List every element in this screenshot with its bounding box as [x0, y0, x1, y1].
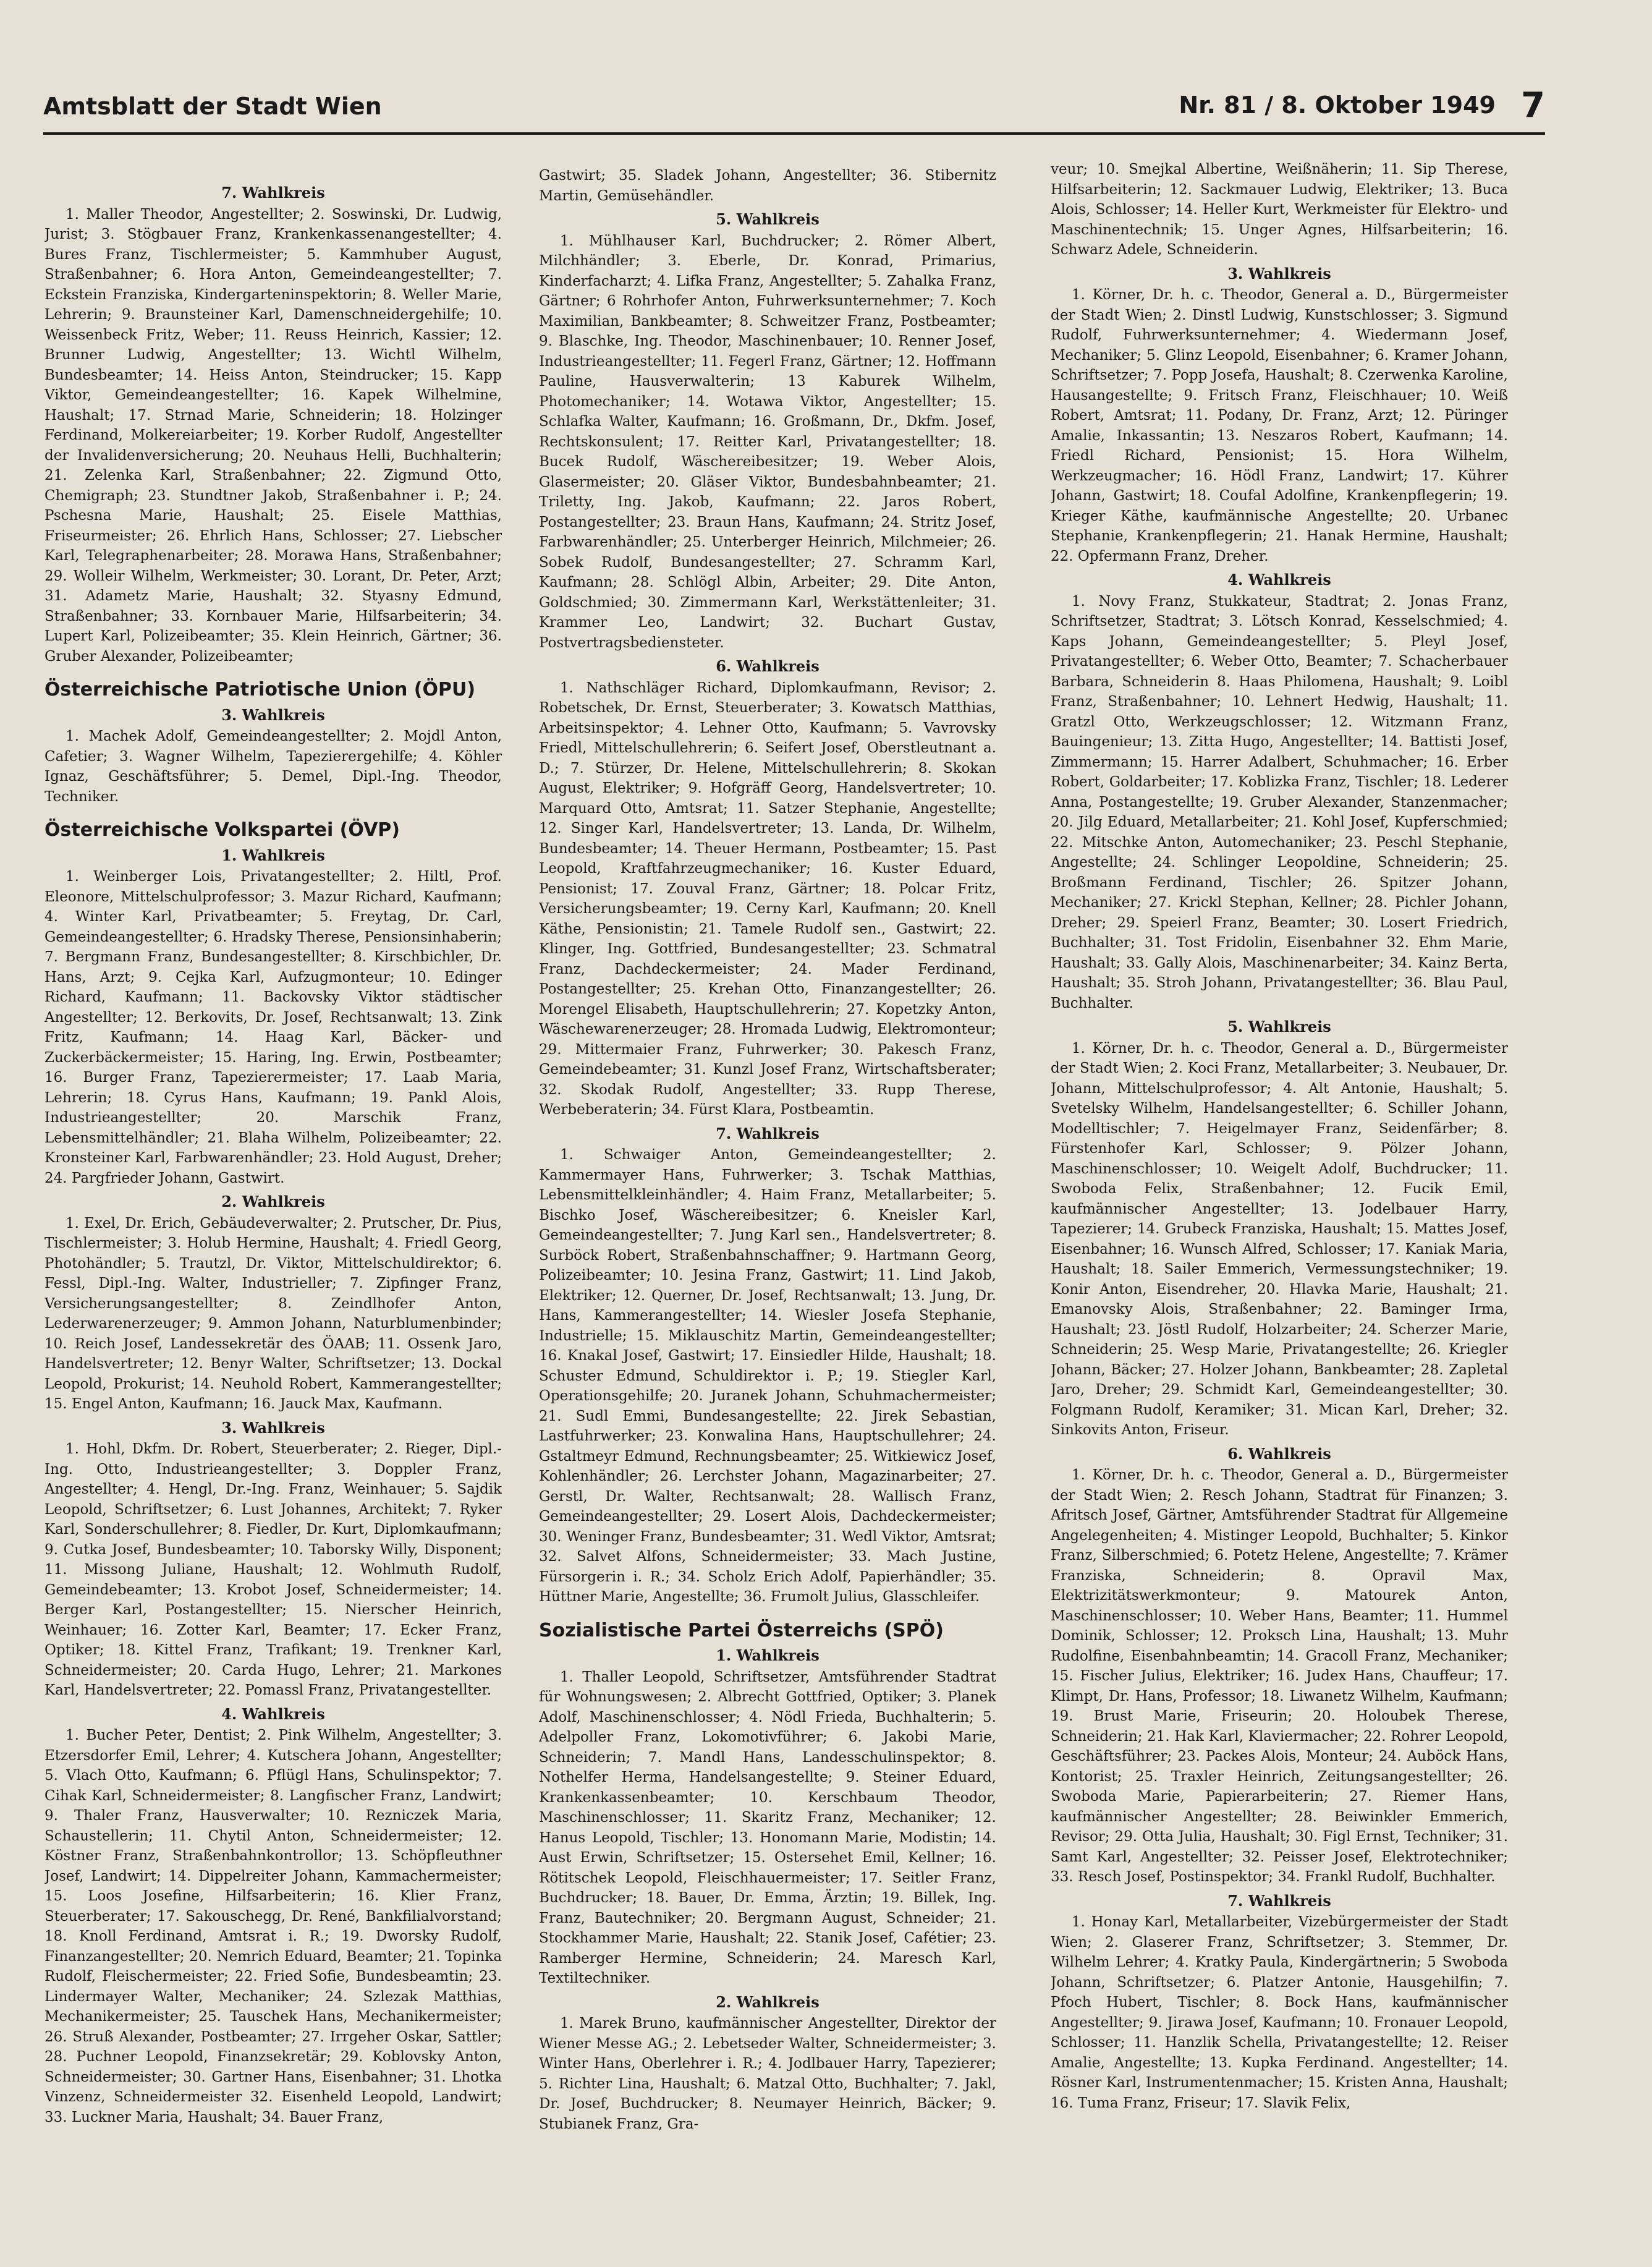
section-heading: 3. Wahlkreis: [221, 1418, 325, 1437]
candidate-list: 1. Nathschläger Richard, Diplomkaufmann, Revisor; 2. Robetschek, Dr. Ernst, Steuerberater; 3. Kowatsch Matthias, Arbeitsinspektor; 4. Lehner Otto, Kaufmann; 5. Vavrovsky Friedl, Mittelschullehrerin; 6. Seifert Josef, Oberstleutnant a. D.; 7. Stürzer, Dr. Helene, Mittelschullehrerin; 8. Skokan August, Elektriker; 9. Hofgräff Georg, Handelsvertreter; 10. Marquard Otto, Amtsrat; 11. Satzer Stephanie, Angestellte; 12. Singer Karl, Handelsvertreter; 13. Landa, Dr. Wilhelm, Bundesbeamter; 14. Theuer Hermann, Postbeamter; 15. Past Leopold, Kraftfahrzeugmechaniker; 16. Kuster Eduard, Pensionist; 17. Zouval Franz, Gärtner; 18. Polcar Fritz, Versicherungsbeamter; 19. Cerny Karl, Kaufmann; 20. Knell Käthe, Pensionistin; 21. Tamele Rudolf sen., Gastwirt; 22. Klinger, Ing. Gottfried, Bundesangestellter; 23. Schmatral Franz, Dachdeckermeister; 24. Mader Ferdinand, Postangestellter; 25. Krehan Otto, Finanzangestellter; 26. Morengel Elisabeth, Hauptschullehrerin; 27. Kopetzky Anton, Wäschewarenerzeuger; 28. Hromada Ludwig, Elektromonteur; 29. Mittermaier Franz, Fuhrwerker; 30. Pakesch Franz, Gemeindebeamter; 31. Kunzl Josef Franz, Wirtschaftsberater; 32. Skodak Rudolf, Angestellter; 33. Rupp Therese, Werbeberaterin; 34. Fürst Klara, Postbeamtin.: [539, 679, 996, 1118]
column-2: [539, 166, 996, 2231]
candidate-list: 1. Körner, Dr. h. c. Theodor, General a. D., Bürgermeister der Stadt Wien; 2. Resch Johann, Stadtrat für Finanzen; 3. Afritsch Josef, Gärtner, Amtsführender Stadtrat für Allgemeine Angelegenheiten; 4. Mistinger Leopold, Buchhalter; 5. Kinkor Franz, Silberschmied; 6. Potetz Helene, Angestellte; 7. Krämer Franziska, Schneiderin; 8. Opravil Max, Elektrizitätswerkmonteur; 9. Matourek Anton, Maschinenschlosser; 10. Weber Hans, Beamter; 11. Hummel Dominik, Schlosser; 12. Proksch Lina, Haushalt; 13. Muhr Rudolfine, Eisenbahnbeamtin; 14. Gracoll Franz, Mechaniker; 15. Fischer Julius, Elektriker; 16. Judex Hans, Chauffeur; 17. Klimpt, Dr. Hans, Professor; 18. Liwanetz Wilhelm, Kaufmann; 19. Brust Marie, Friseurin; 20. Holoubek Therese, Schneiderin; 21. Hak Karl, Klaviermacher; 22. Rohrer Leopold, Geschäftsführer; 23. Packes Alois, Monteur; 24. Auböck Hans, Kontorist; 25. Traxler Heinrich, Zeitungsangestellter; 26. Swoboda Marie, Papierarbeiterin; 27. Riemer Hans, kaufmännischer Angestellter; 28. Beiwinkler Emmerich, Revisor; 29. Otta Julia, Haushalt; 30. Figl Ernst, Techniker; 31. Samt Karl, Angestellter; 32. Peisser Josef, Elektrotechniker; 33. Resch Josef, Postinspektor; 34. Frankl Rudolf, Buchhalter.: [1051, 1467, 1508, 1885]
column-3: [1051, 159, 1508, 2224]
candidate-list: 1. Maller Theodor, Angestellter; 2. Soswinski, Dr. Ludwig, Jurist; 3. Stögbauer Franz, Krankenkassenangestellter; 4. Bures Franz, Tischlermeister; 5. Kammhuber August, Straßenbahner; 6. Hora Anton, Gemeindeangestellter; 7. Eckstein Franziska, Kindergarteninspektorin; 8. Weller Marie, Lehrerin; 9. Braunsteiner Karl, Damenschneidergehilfe; 10. Weissenbeck Fritz, Weber; 11. Reuss Heinrich, Kassier; 12. Brunner Ludwig, Angestellter; 13. Wichtl Wilhelm, Bundesbeamter; 14. Heiss Anton, Steindrucker; 15. Kapp Viktor, Gemeindeangestellter; 16. Kapek Wilhelmine, Haushalt; 17. Strnad Marie, Schneiderin; 18. Holzinger Ferdinand, Molkereiarbeiter; 19. Korber Rudolf, Angestellter der Invalidenversicherung; 20. Neuhaus Helli, Buchhalterin; 21. Zelenka Karl, Straßenbahner; 22. Zigmund Otto, Chemigraph; 23. Stundtner Jakob, Straßenbahner i. P.; 24. Pschesna Marie, Haushalt; 25. Eisele Matthias, Friseurmeister; 26. Ehrlich Hans, Schlosser; 27. Liebscher Karl, Telegraphenarbeiter; 28. Morawa Hans, Straßenbahner; 29. Wolleir Wilhelm, Werkmeister; 30. Lorant, Dr. Peter, Arzt; 31. Adametz Marie, Haushalt; 32. Styasny Edmund, Straßenbahner; 33. Kornbauer Marie, Hilfsarbeiterin; 34. Lupert Karl, Polizeibeamter; 35. Klein Heinrich, Gärtner; 36. Gruber Alexander, Polizeibeamter;: [44, 206, 502, 665]
candidate-list: 1. Mühlhauser Karl, Buchdrucker; 2. Römer Albert, Milchhändler; 3. Eberle, Dr. Konrad, Primarius, Kinderfacharzt; 4. Lifka Franz, Angestellter; 5. Zahalka Franz, Gärtner; 6 Rohrhofer Anton, Fuhrwerksunternehmer; 7. Koch Maximilian, Bankbeamter; 8. Schweitzer Franz, Postbeamter; 9. Blaschke, Ing. Theodor, Maschinenbauer; 10. Renner Josef, Industrieangestellter; 11. Fegerl Franz, Gärtner; 12. Hoffmann Pauline, Hausverwalterin; 13 Kaburek Wilhelm, Photomechaniker; 14. Wotawa Viktor, Angestellter; 15. Schlafka Walter, Kaufmann; 16. Großmann, Dr., Dkfm. Josef, Rechtskonsulent; 17. Reitter Karl, Privatangestellter; 18. Bucek Rudolf, Wäschereibesitzer; 19. Weber Alois, Glasermeister; 20. Gläser Viktor, Bundesbahnbeamter; 21. Triletty, Ing. Jakob, Kaufmann; 22. Jaros Robert, Postangestellter; 23. Braun Hans, Kaufmann; 24. Stritz Josef, Farbwarenhändler; 25. Unterberger Heinrich, Milchmeier; 26. Sobek Rudolf, Bundesangestellter; 27. Schramm Karl, Kaufmann; 28. Schlögl Albin, Arbeiter; 29. Dite Anton, Goldschmied; 30. Zimmermann Karl, Werkstättenleiter; 31. Krammer Leo, Landwirt; 32. Buchart Gustav, Postvertragsbediensteter.: [539, 232, 996, 651]
header-rule: [43, 132, 1545, 135]
candidate-list: 1. Bucher Peter, Dentist; 2. Pink Wilhelm, Angestellter; 3. Etzersdorfer Emil, Lehrer; 4. Kutschera Johann, Angestellter; 5. Vlach Otto, Kaufmann; 6. Pflügl Hans, Schulinspektor; 7. Cihak Karl, Schneidermeister; 8. Langfischer Franz, Landwirt; 9. Thaler Franz, Hausverwalter; 10. Rezniczek Maria, Schaustellerin; 11. Chytil Anton, Schneidermeister; 12. Köstner Franz, Straßenbahnkontrollor; 13. Schöpfleuthner Josef, Landwirt; 14. Dippelreiter Johann, Kammachermeister; 15. Loos Josefine, Hilfsarbeiterin; 16. Klier Franz, Steuerberater; 17. Sakouschegg, Dr. René, Bankfilialvorstand; 18. Knoll Ferdinand, Amtsrat i. R.; 19. Dworsky Rudolf, Finanzangestellter; 20. Nemrich Eduard, Beamter; 21. Topinka Rudolf, Fleischermeister; 22. Fried Sofie, Bundesbeamtin; 23. Lindermayer Walter, Mechaniker; 24. Szlezak Matthias, Mechanikermeister; 25. Tauschek Hans, Mechanikermeister; 26. Struß Alexander, Postbeamter; 27. Irrgeher Oskar, Sattler; 28. Puchner Leopold, Finanzsekretär; 29. Koblovsky Anton, Schneidermeister; 30. Gartner Hans, Eisenbahner; 31. Lhotka Vinzenz, Schneidermeister 32. Eisenheld Leopold, Landwirt; 33. Luckner Maria, Haushalt; 34. Bauer Franz,: [44, 1727, 502, 2125]
candidate-list: 1. Hohl, Dkfm. Dr. Robert, Steuerberater; 2. Rieger, Dipl.-Ing. Otto, Industrieangestellter; 3. Doppler Franz, Angestellter; 4. Hengl, Dr.-Ing. Franz, Weinhauer; 5. Sajdik Leopold, Schriftsetzer; 6. Lust Johannes, Architekt; 7. Ryker Karl, Sonderschullehrer; 8. Fiedler, Dr. Kurt, Diplomkaufmann; 9. Cutka Josef, Bundesbeamter; 10. Taborsky Willy, Disponent; 11. Missong Juliane, Haushalt; 12. Wohlmuth Rudolf, Gemeindebeamter; 13. Krobot Josef, Schneidermeister; 14. Berger Karl, Postangestellter; 15. Nierscher Heinrich, Weinhauer; 16. Zotter Karl, Beamter; 17. Ecker Franz, Optiker; 18. Kittel Franz, Trafikant; 19. Trenkner Karl, Schneidermeister; 20. Carda Hugo, Lehrer; 21. Markones Karl, Handelsvertreter; 22. Pomassl Franz, Privatangestellter.: [44, 1441, 502, 1698]
column-1: [44, 179, 502, 2244]
party-heading: Österreichische Volkspartei (ÖVP): [44, 819, 400, 841]
page-number: 7: [1521, 85, 1545, 125]
candidate-list: 1. Honay Karl, Metallarbeiter, Vizebürgermeister der Stadt Wien; 2. Glaserer Franz, Schriftsetzer; 3. Stemmer, Dr. Wilhelm Lehrer; 4. Kratky Paula, Kindergärtnerin; 5 Swoboda Johann, Schriftsetzer; 6. Platzer Antonie, Hausgehilfin; 7. Pfoch Hubert, Tischler; 8. Bock Hans, kaufmännischer Angestellter; 9. Jirawa Josef, Kaufmann; 10. Fronauer Leopold, Schlosser; 11. Hanzlik Schella, Privatangestellte; 12. Reiser Amalie, Angestellte; 13. Kupka Ferdinand. Angestellter; 14. Rösner Karl, Instrumentenmacher; 15. Kristen Anna, Haushalt; 16. Tuma Franz, Friseur; 17. Slavik Felix,: [1051, 1914, 1508, 2111]
candidate-list: 1. Exel, Dr. Erich, Gebäudeverwalter; 2. Prutscher, Dr. Pius, Tischlermeister; 3. Holub Hermine, Haushalt; 4. Friedl Georg, Photohändler; 5. Trautzl, Dr. Viktor, Mittelschuldirektor; 6. Fessl, Dipl.-Ing. Walter, Industrieller; 7. Zipfinger Franz, Versicherungsangestellter; 8. Zeindlhofer Anton, Lederwarenerzeuger; 9. Ammon Johann, Naturblumenbinder; 10. Reich Josef, Landessekretär des ÖAAB; 11. Ossenk Jaro, Handelsvertreter; 12. Benyr Walter, Schriftsetzer; 13. Dockal Leopold, Prokurist; 14. Neuhold Robert, Kammerangestellter; 15. Engel Anton, Kaufmann; 16. Jauck Max, Kaufmann.: [44, 1215, 502, 1412]
candidate-list-continued: Gastwirt; 35. Sladek Johann, Angestellter; 36. Stibernitz Martin, Gemüsehändler.: [539, 168, 996, 204]
section-heading: 7. Wahlkreis: [716, 1124, 820, 1142]
section-heading: 7. Wahlkreis: [221, 184, 325, 202]
section-heading: 2. Wahlkreis: [221, 1193, 325, 1210]
page-header: [43, 85, 1545, 130]
candidate-list: 1. Schwaiger Anton, Gemeindeangestellter; 2. Kammermayer Hans, Fuhrwerker; 3. Tschak Matthias, Lebensmittelkleinhändler; 4. Haim Franz, Metallarbeiter; 5. Bischko Josef, Wäschereibesitzer; 6. Kneisler Karl, Gemeindeangestellter; 7. Jung Karl sen., Handelsvertreter; 8. Surböck Robert, Straßenbahnschaffner; 9. Hartmann Georg, Polizeibeamter; 10. Jesina Franz, Gastwirt; 11. Lind Jakob, Elektriker; 12. Querner, Dr. Josef, Rechtsanwalt; 13. Jung, Dr. Hans, Kammerangestellter; 14. Wiesler Josefa Stephanie, Industrielle; 15. Miklauschitz Martin, Gemeindeangestellter; 16. Knakal Josef, Gastwirt; 17. Einsiedler Hilde, Haushalt; 18. Schuster Edmund, Schuldirektor i. P.; 19. Stiegler Karl, Operationsgehilfe; 20. Juranek Johann, Schuhmachermeister; 21. Sudl Emmi, Bundesangestellte; 22. Jirek Sebastian, Lastfuhrwerker; 23. Konwalina Hans, Hauptschullehrer; 24. Gstaltmeyr Edmund, Rechnungsbeamter; 25. Witkiewicz Josef, Kohlenhändler; 26. Lerchster Johann, Magazinarbeiter; 27. Gerstl, Dr. Walter, Rechtsanwalt; 28. Wallisch Franz, Gemeindeangestellter; 29. Losert Alois, Dachdeckermeister; 30. Weninger Franz, Bundesbeamter; 31. Wedl Viktor, Amtsrat; 32. Salvet Alfons, Schneidermeister; 33. Mach Justine, Fürsorgerin i. R.; 34. Scholz Erich Adolf, Papierhändler; 35. Hüttner Marie, Angestellte; 36. Frumolt Julius, Glasschleifer.: [539, 1147, 996, 1605]
section-heading: 4. Wahlkreis: [221, 1704, 325, 1723]
section-heading: 3. Wahlkreis: [1227, 264, 1331, 283]
section-heading: 6. Wahlkreis: [1227, 1444, 1331, 1463]
masthead: Amtsblatt der Stadt Wien: [43, 93, 382, 120]
section-heading: 6. Wahlkreis: [716, 657, 820, 675]
issue-date: Nr. 81 / 8. Oktober 1949: [1179, 91, 1496, 119]
party-heading: Österreichische Patriotische Union (ÖPU): [44, 679, 476, 700]
section-heading: 4. Wahlkreis: [1227, 571, 1331, 589]
section-heading: 5. Wahlkreis: [1227, 1018, 1331, 1036]
party-heading: Sozialistische Partei Österreichs (SPÖ): [539, 1619, 944, 1641]
section-heading: 1. Wahlkreis: [221, 846, 325, 864]
candidate-list: 1. Thaller Leopold, Schriftsetzer, Amtsführender Stadtrat für Wohnungswesen; 2. Albrecht Gottfried, Optiker; 3. Planek Adolf, Maschinenschlosser; 4. Nödl Frieda, Buchhalterin; 5. Adelpoller Franz, Lokomotivführer; 6. Jakobi Marie, Schneiderin; 7. Mandl Hans, Landesschulinspektor; 8. Nothelfer Herma, Handelsangestellte; 9. Steiner Eduard, Krankenkassenbeamter; 10. Kerschbaum Theodor, Maschinenschlosser; 11. Skaritz Franz, Mechaniker; 12. Hanus Leopold, Tischler; 13. Honomann Marie, Modistin; 14. Aust Erwin, Schriftsetzer; 15. Ostersehet Emil, Kellner; 16. Rötitschek Leopold, Fleischhauermeister; 17. Seitler Franz, Buchdrucker; 18. Bauer, Dr. Emma, Ärztin; 19. Billek, Ing. Franz, Bautechniker; 20. Bergmann August, Schneider; 21. Stockhammer Marie, Haushalt; 22. Stanik Josef, Cafétier; 23. Ramberger Hermine, Schneiderin; 24. Maresch Karl, Textiltechniker.: [539, 1669, 996, 1986]
section-heading: 2. Wahlkreis: [716, 1993, 820, 2011]
candidate-list: 1. Machek Adolf, Gemeindeangestellter; 2. Mojdl Anton, Cafetier; 3. Wagner Wilhelm, Tapezierergehilfe; 4. Köhler Ignaz, Geschäftsführer; 5. Demel, Dipl.-Ing. Theodor, Techniker.: [44, 728, 502, 805]
section-heading: 1. Wahlkreis: [716, 1646, 820, 1664]
candidate-list: 1. Novy Franz, Stukkateur, Stadtrat; 2. Jonas Franz, Schriftsetzer, Stadtrat; 3. Lötsch Konrad, Kesselschmied; 4. Kaps Johann, Gemeindeangestellter; 5. Pleyl Josef, Privatangestellter; 6. Weber Otto, Beamter; 7. Schacherbauer Barbara, Schneiderin 8. Haas Philomena, Haushalt; 9. Loibl Franz, Straßenbahner; 10. Lehnert Hedwig, Haushalt; 11. Gratzl Otto, Werkzeugschlosser; 12. Witzmann Franz, Bauingenieur; 13. Zitta Hugo, Angestellter; 14. Battisti Josef, Zimmermann; 15. Harrer Adalbert, Schuhmacher; 16. Erber Robert, Goldarbeiter; 17. Koblizka Franz, Tischler; 18. Lederer Anna, Postangestellte; 19. Gruber Alexander, Stanzenmacher; 20. Jilg Eduard, Metallarbeiter; 21. Kohl Josef, Kupferschmied; 22. Mitschke Anton, Automechaniker; 23. Peschl Stephanie, Angestellte; 24. Schlinger Leopoldine, Schneiderin; 25. Broßmann Ferdinand, Tischler; 26. Spitzer Johann, Mechaniker; 27. Krickl Stephan, Kellner; 28. Pichler Johann, Dreher; 29. Speierl Franz, Beamter; 30. Losert Friedrich, Buchhalter; 31. Tost Fridolin, Eisenbahner 32. Ehm Marie, Haushalt; 33. Gally Alois, Maschinenarbeiter; 34. Kainz Berta, Haushalt; 35. Stroh Johann, Privatangestellter; 36. Blau Paul, Buchhalter.: [1051, 593, 1508, 1011]
candidate-list: 1. Körner, Dr. h. c. Theodor, General a. D., Bürgermeister der Stadt Wien; 2. Koci Franz, Metallarbeiter; 3. Neubauer, Dr. Johann, Mittelschulprofessor; 4. Alt Antonie, Haushalt; 5. Svetelsky Wilhelm, Handelsangestellter; 6. Schiller Johann, Modelltischler; 7. Heigelmayer Franz, Seidenfärber; 8. Fürstenhofer Karl, Schlosser; 9. Pölzer Johann, Maschinenschlosser; 10. Weigelt Adolf, Buchdrucker; 11. Swoboda Felix, Straßenbahner; 12. Fucik Emil, kaufmännischer Angestellter; 13. Jodelbauer Harry, Tapezierer; 14. Grubeck Franziska, Haushalt; 15. Mattes Josef, Eisenbahner; 16. Wunsch Alfred, Schlosser; 17. Kaniak Maria, Haushalt; 18. Sailer Emmerich, Vermessungstechniker; 19. Konir Anton, Eisendreher, 20. Hlavka Marie, Haushalt; 21. Emanovsky Alois, Straßenbahner; 22. Baminger Irma, Haushalt; 23. Jöstl Rudolf, Holzarbeiter; 24. Scherzer Marie, Schneiderin; 25. Wesp Marie, Privatangestellte; 26. Kriegler Johann, Bäcker; 27. Holzer Johann, Bankbeamter; 28. Zapletal Jaro, Dreher; 29. Schmidt Karl, Gemeindeangestellter; 30. Folgmann Rudolf, Keramiker; 31. Mican Karl, Dreher; 32. Sinkovits Anton, Friseur.: [1051, 1040, 1508, 1438]
candidate-list: 1. Marek Bruno, kaufmännischer Angestellter, Direktor der Wiener Messe AG.; 2. Lebetseder Walter, Schneidermeister; 3. Winter Hans, Oberlehrer i. R.; 4. Jodlbauer Harry, Tapezierer; 5. Richter Lina, Haushalt; 6. Matzal Otto, Buchhalter; 7. Jakl, Dr. Josef, Buchdrucker; 8. Neumayer Heinrich, Bäcker; 9. Stubianek Franz, Gra-: [539, 2015, 996, 2132]
section-heading: 7. Wahlkreis: [1227, 1891, 1331, 1910]
candidate-list: 1. Weinberger Lois, Privatangestellter; 2. Hiltl, Prof. Eleonore, Mittelschulprofessor; 3. Mazur Richard, Kaufmann; 4. Winter Karl, Privatbeamter; 5. Freytag, Dr. Carl, Gemeindeangestellter; 6. Hradsky Therese, Pensionsinhaberin; 7. Bergmann Franz, Bundesangestellter; 8. Kirschbichler, Dr. Hans, Arzt; 9. Cejka Karl, Aufzugmonteur; 10. Edinger Richard, Kaufmann; 11. Backovsky Viktor städtischer Angestellter; 12. Berkovits, Dr. Josef, Rechtsanwalt; 13. Zink Fritz, Kaufmann; 14. Haag Karl, Bäcker- und Zuckerbäckermeister; 15. Haring, Ing. Erwin, Postbeamter; 16. Burger Franz, Tapezierermeister; 17. Laab Maria, Lehrerin; 18. Cyrus Hans, Kaufmann; 19. Pankl Alois, Industrieangestellter; 20. Marschik Franz, Lebensmittelhändler; 21. Blaha Wilhelm, Polizeibeamter; 22. Kronsteiner Karl, Farbwarenhändler; 23. Hold August, Dreher; 24. Pargfrieder Johann, Gastwirt.: [44, 869, 502, 1186]
section-heading: 5. Wahlkreis: [716, 210, 820, 228]
section-heading: 3. Wahlkreis: [221, 705, 325, 724]
candidate-list: 1. Körner, Dr. h. c. Theodor, General a. D., Bürgermeister der Stadt Wien; 2. Dinstl Ludwig, Kunstschlosser; 3. Sigmund Rudolf, Fuhrwerksunternehmer; 4. Wiedermann Josef, Mechaniker; 5. Glinz Leopold, Eisenbahner; 6. Kramer Johann, Schriftsetzer; 7. Popp Josefa, Haushalt; 8. Czerwenka Karoline, Hausangestellte; 9. Fritsch Franz, Fleischhauer; 10. Weiß Robert, Amtsrat; 11. Podany, Dr. Franz, Arzt; 12. Püringer Amalie, Inkassantin; 13. Neszaros Robert, Kaufmann; 14. Friedl Richard, Pensionist; 15. Hora Wilhelm, Werkzeugmacher; 16. Hödl Franz, Landwirt; 17. Kührer Johann, Gastwirt; 18. Coufal Adolfine, Krankenpflegerin; 19. Krieger Käthe, kaufmännische Angestellte; 20. Urbanec Stephanie, Krankenpflegerin; 21. Hanak Hermine, Haushalt; 22. Opfermann Franz, Dreher.: [1051, 287, 1508, 564]
candidate-list-continued: veur; 10. Smejkal Albertine, Weißnäherin; 11. Sip Therese, Hilfsarbeiterin; 12. Sackmauer Ludwig, Elektriker; 13. Buca Alois, Schlosser; 14. Heller Kurt, Werkmeister für Elektro- und Maschinentechnik; 15. Unger Agnes, Hilfsarbeiterin; 16. Schwarz Adele, Schneiderin.: [1051, 161, 1508, 258]
